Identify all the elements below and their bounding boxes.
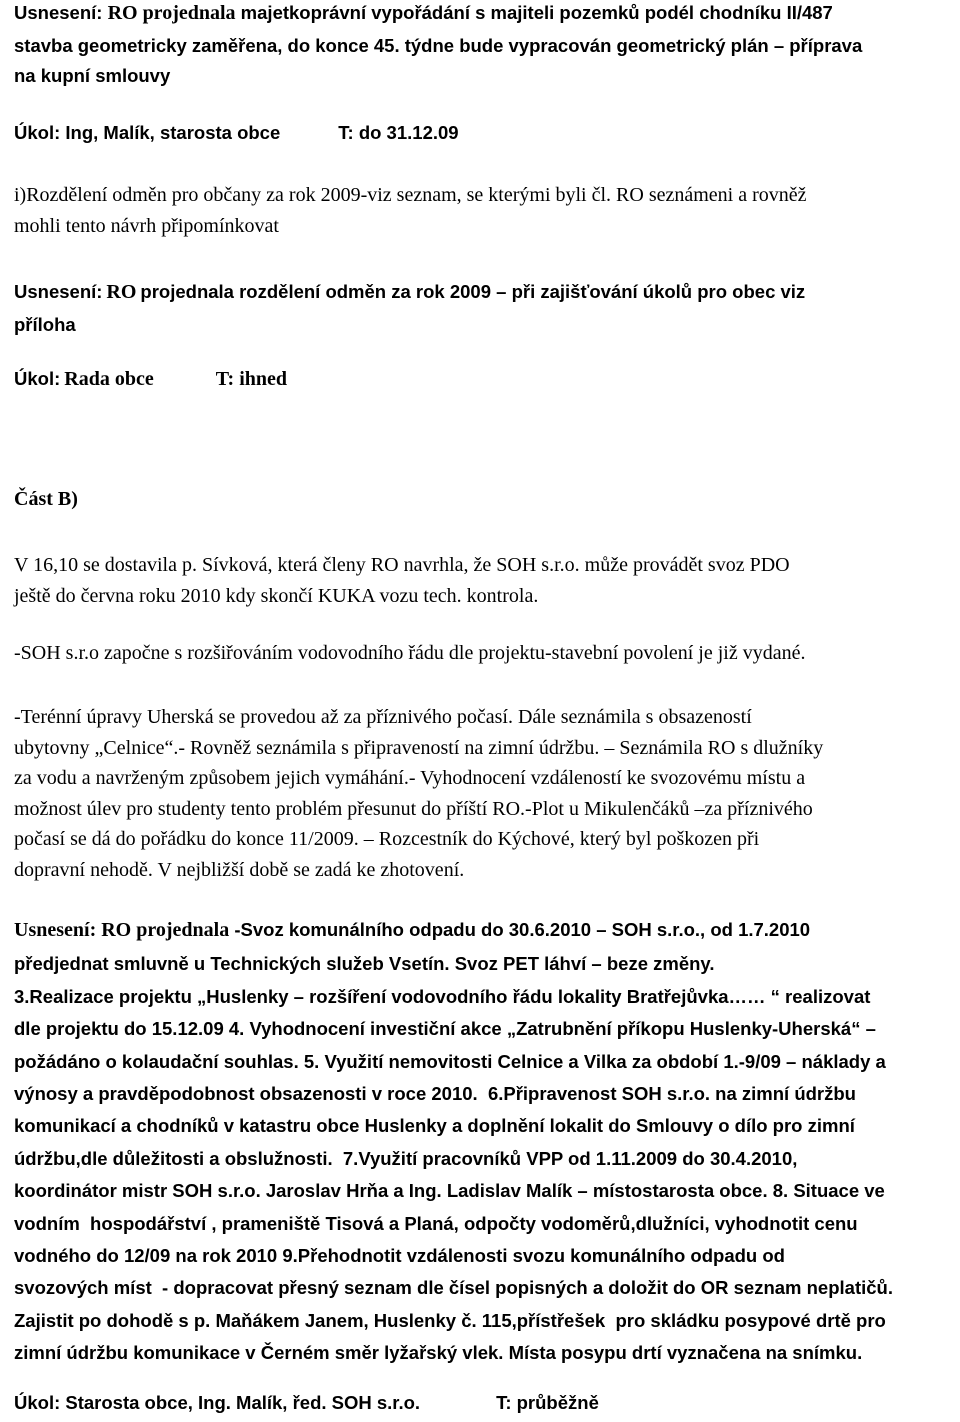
usneseni-3-l14: zimní údržbu komunikace v Černém směr lyžařský vlek. Místa posypu drtí vyznačena na snímku.: [14, 1342, 863, 1364]
usneseni-2-label: Usnesení:: [14, 281, 103, 302]
section-b: [14, 488, 958, 511]
usneseni-3-l13: Zajistit po dohodě s p. Maňákem Janem, Huslenky č. 115,přístřešek pro skládku posypové drtě pro: [14, 1309, 886, 1331]
usneseni-3-l12: svozových míst - dopracovat přesný seznam dle čísel popisných a doložit do OR seznam neplatičů.: [14, 1277, 893, 1299]
usneseni-3-l7: komunikací a chodníků v katastru obce Huslenky a doplnění lokalit do Smlouvy o dílo pro zimní: [14, 1115, 855, 1137]
usneseni-3-l1: -Svoz komunálního odpadu do 30.6.2010 – SOH s.r.o., od 1.7.2010: [229, 919, 811, 940]
usneseni-3-l9: koordinátor mistr SOH s.r.o. Jaroslav Hrňa a Ing. Ladislav Malík – místostarosta obce. 8. Situace ve: [14, 1180, 885, 1202]
usneseni-1-text-c: na kupní smlouvy: [14, 65, 171, 86]
usneseni-2-ro: RO: [106, 281, 137, 303]
usneseni-2-text-b: příloha: [14, 314, 76, 335]
usneseni-3: [14, 914, 958, 1370]
ukol-2-term: T: ihned: [215, 368, 288, 390]
para-3-line-6: dopravní nehodě. V nejbližší době se zadá ke zhotovení.: [14, 858, 465, 881]
point-i-line-1: i)Rozdělení odměn pro občany za rok 2009-viz seznam, se kterými byli čl. RO seznámeni a rovněž: [14, 184, 807, 206]
ukol-2: [14, 368, 958, 391]
point-i: [14, 180, 958, 242]
usneseni-1-text-a: majetkoprávní vypořádání s majiteli pozemků podél chodníku II/487: [235, 2, 833, 23]
para-2-text: -SOH s.r.o započne s rozšiřováním vodovodního řádu dle projektu-stavební povolení je již vydané.: [14, 642, 806, 664]
usneseni-3-l10: vodním hospodářství , prameniště Tisová a Planá, odpočty vodoměrů,dlužníci, vyhodnotit cenu: [14, 1212, 858, 1234]
para-3-line-3: za vodu a navrženým způsobem jejich vymáhání.- Vyhodnocení vzdáleností ke svozovému místu a: [14, 767, 806, 789]
usneseni-1-text-b: stavba geometricky zaměřena, do konce 45. týdne bude vypracován geometrický plán – příprava: [14, 34, 863, 56]
para-2: [14, 642, 958, 665]
para-3: [14, 702, 958, 885]
usneseni-3-l8: údržbu,dle důležitosti a obslužnosti. 7.Využití pracovníků VPP od 1.11.2009 do 30.4.2010,: [14, 1147, 798, 1169]
para-1: [14, 550, 958, 611]
ukol-1-term: T: do 31.12.09: [338, 122, 459, 143]
ukol-1: [14, 122, 958, 144]
para-3-line-5: počasí se dá do pořádku do konce 11/2009. – Rozcestník do Kýchové, který byl poškozen při: [14, 828, 760, 850]
usneseni-2: [14, 276, 958, 340]
ukol-3: [14, 1392, 958, 1414]
point-i-line-2: mohli tento návrh připomínkovat: [14, 215, 279, 237]
section-b-title: Část B): [14, 488, 78, 510]
ukol-1-label: Úkol: Ing, Malík, starosta obce: [14, 122, 281, 143]
usneseni-3-l6: výnosy a pravděpodobnost obsazenosti v roce 2010. 6.Připravenost SOH s.r.o. na zimní údržbu: [14, 1083, 856, 1105]
usneseni-3-l11: vodného do 12/09 na rok 2010 9.Přehodnotit vzdálenosti svozu komunálního odpadu od: [14, 1245, 785, 1267]
para-3-line-1: -Terénní úpravy Uherská se provedou až za příznivého počasí. Dále seznámila s obsazeností: [14, 706, 752, 728]
para-1-line-1: V 16,10 se dostavila p. Sívková, která členy RO navrhla, že SOH s.r.o. může provádět svoz PDO: [14, 554, 790, 576]
para-3-line-4: možnost úlev pro studenty tento problém přesunut do příští RO.-Plot u Mikulenčáků –za příznivého: [14, 797, 813, 820]
usneseni-1-label: Usnesení:: [14, 2, 103, 23]
usneseni-3-l5: požádáno o kolaudační souhlas. 5. Využití nemovitosti Celnice a Vilka za období 1.-9/09 – náklady a: [14, 1050, 886, 1072]
ukol-3-term: T: průběžně: [496, 1392, 599, 1413]
ukol-2-label: Úkol:: [14, 368, 61, 389]
usneseni-3-l4: dle projektu do 15.12.09 4. Vyhodnocení investiční akce „Zatrubnění příkopu Huslenky-Uherská“ –: [14, 1018, 876, 1040]
usneseni-1-lead: RO projednala: [107, 2, 236, 24]
ukol-3-label: Úkol: Starosta obce, Ing. Malík, řed. SOH s.r.o.: [14, 1392, 421, 1413]
ukol-2-who: Rada obce: [64, 368, 154, 390]
para-3-line-2: ubytovny „Celnice“.- Rovněž seznámila s připraveností na zimní údržbu. – Seznámila RO s dlužníky: [14, 736, 824, 759]
usneseni-3-l3: 3.Realizace projektu „Huslenky – rozšíření vodovodního řádu lokality Bratřejůvka…… “ realizovat: [14, 985, 871, 1007]
usneseni-1: [14, 0, 958, 92]
usneseni-3-label: Usnesení: RO projednala: [14, 919, 230, 941]
para-1-line-2: ještě do června roku 2010 kdy skončí KUKA vozu tech. kontrola.: [14, 584, 539, 607]
usneseni-2-text-a: projednala rozdělení odměn za rok 2009 – při zajišťování úkolů pro obec viz: [140, 281, 806, 302]
usneseni-3-l2: předjednat smluvně u Technických služeb Vsetín. Svoz PET láhví – beze změny.: [14, 953, 715, 975]
